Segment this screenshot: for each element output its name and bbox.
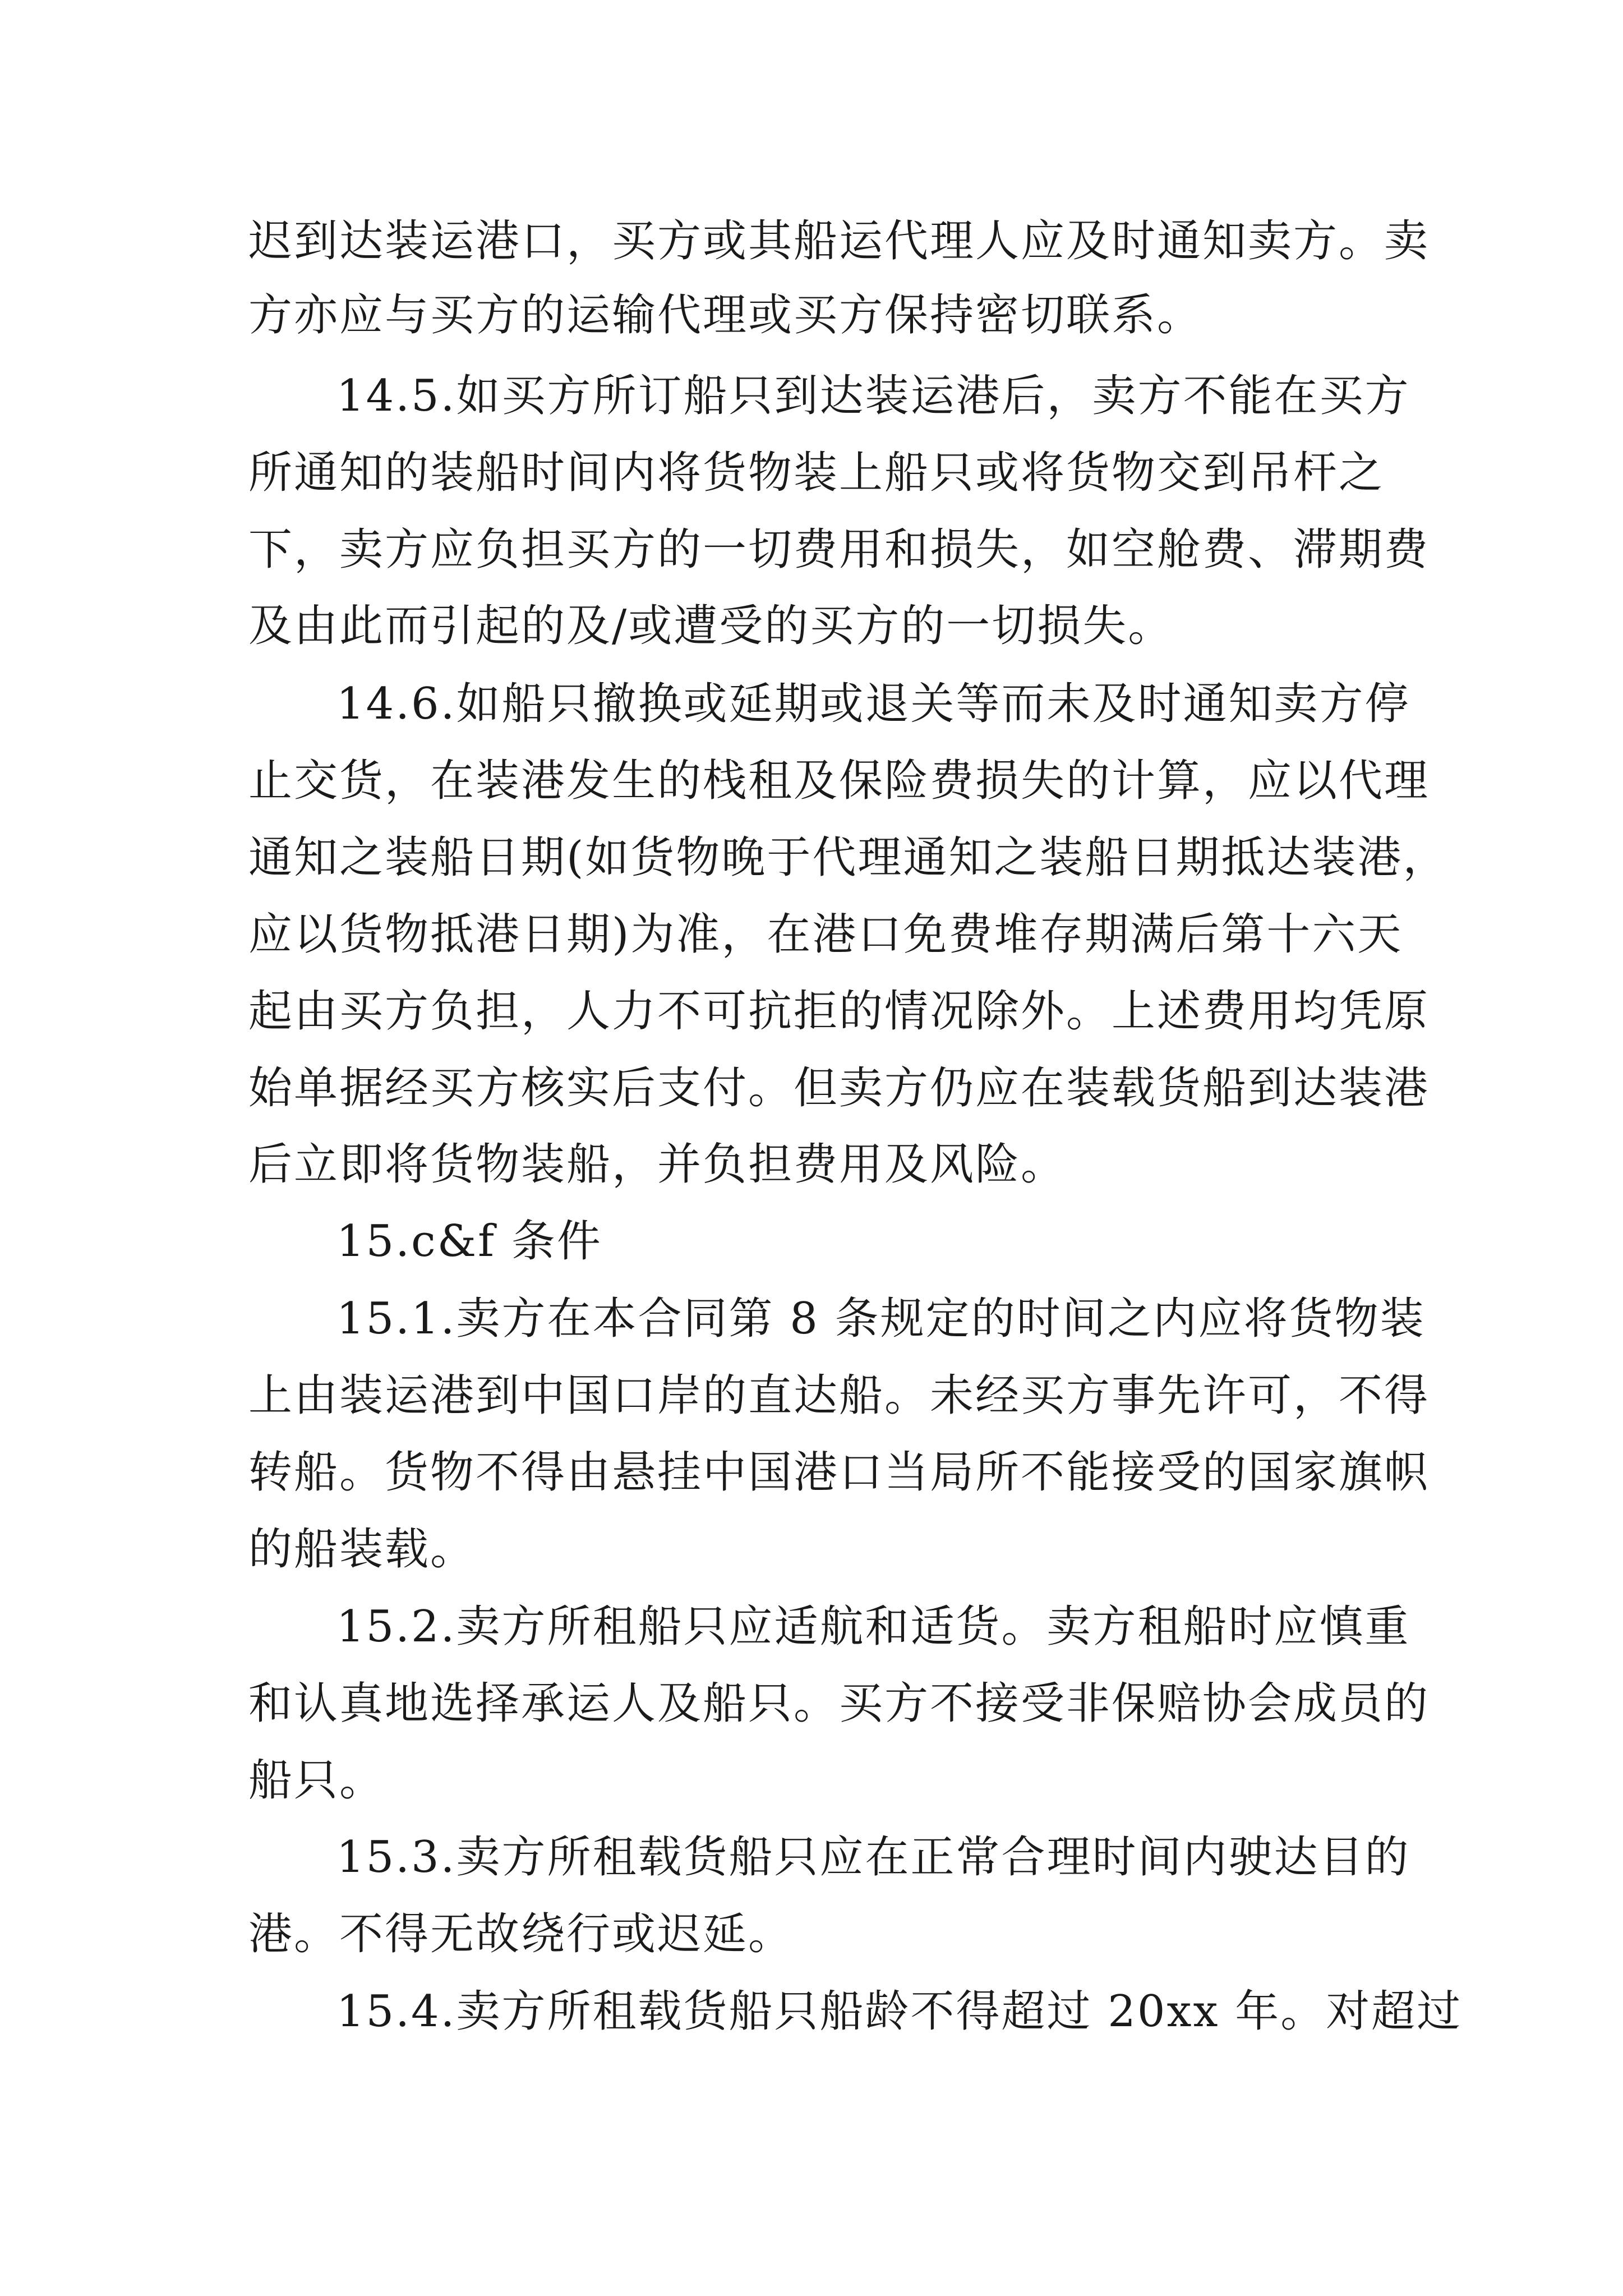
text-line: 迟到达装运港口，买方或其船运代理人应及时通知卖方。卖 <box>248 216 1430 266</box>
text-line: 应以货物抵港日期)为准，在港口免费堆存期满后第十六天 <box>248 909 1403 960</box>
text-line: 和认真地选择承运人及船只。买方不接受非保赔协会成员的 <box>248 1678 1430 1729</box>
paragraph-15-1-start: 15.1.卖方在本合同第 8 条规定的时间之内应将货物装 <box>336 1294 1426 1344</box>
text-line: 及由此而引起的及/或遭受的买方的一切损失。 <box>248 601 1174 651</box>
text-line: 起由买方负担，人力不可抗拒的情况除外。上述费用均凭原 <box>248 986 1430 1037</box>
text-line: 转船。货物不得由悬挂中国港口当局所不能接受的国家旗帜 <box>248 1447 1430 1498</box>
section-heading-15: 15.c&f 条件 <box>336 1216 602 1267</box>
text-line: 始单据经买方核实后支付。但卖方仍应在装载货船到达装港 <box>248 1063 1430 1114</box>
text-line: 的船装载。 <box>248 1524 476 1575</box>
text-line: 下，卖方应负担买方的一切费用和损失，如空舱费、滞期费 <box>248 524 1430 575</box>
paragraph-15-2-start: 15.2.卖方所租船只应适航和适货。卖方租船时应慎重 <box>336 1602 1410 1652</box>
text-line: 上由装运港到中国口岸的直达船。未经买方事先许可，不得 <box>248 1370 1430 1421</box>
paragraph-14-6-start: 14.6.如船只撤换或延期或退关等而未及时通知卖方停 <box>336 679 1410 729</box>
text-line: 止交货，在装港发生的栈租及保险费损失的计算，应以代理 <box>248 756 1430 806</box>
paragraph-14-5-start: 14.5.如买方所订船只到达装运港后，卖方不能在买方 <box>336 371 1410 421</box>
paragraph-15-3-start: 15.3.卖方所租载货船只应在正常合理时间内驶达目的 <box>336 1832 1410 1883</box>
text-line: 港。不得无故绕行或迟延。 <box>248 1909 794 1959</box>
text-line: 船只。 <box>248 1755 385 1806</box>
text-line: 后立即将货物装船，并负担费用及风险。 <box>248 1139 1067 1190</box>
text-line: 所通知的装船时间内将货物装上船只或将货物交到吊杆之 <box>248 448 1385 498</box>
text-line: 通知之装船日期(如货物晚于代理通知之装船日期抵达装港， <box>248 832 1449 883</box>
paragraph-15-4-start: 15.4.卖方所租载货船只船龄不得超过 20xx 年。对超过 <box>336 1986 1463 2037</box>
text-line: 方亦应与买方的运输代理或买方保持密切联系。 <box>248 290 1203 341</box>
